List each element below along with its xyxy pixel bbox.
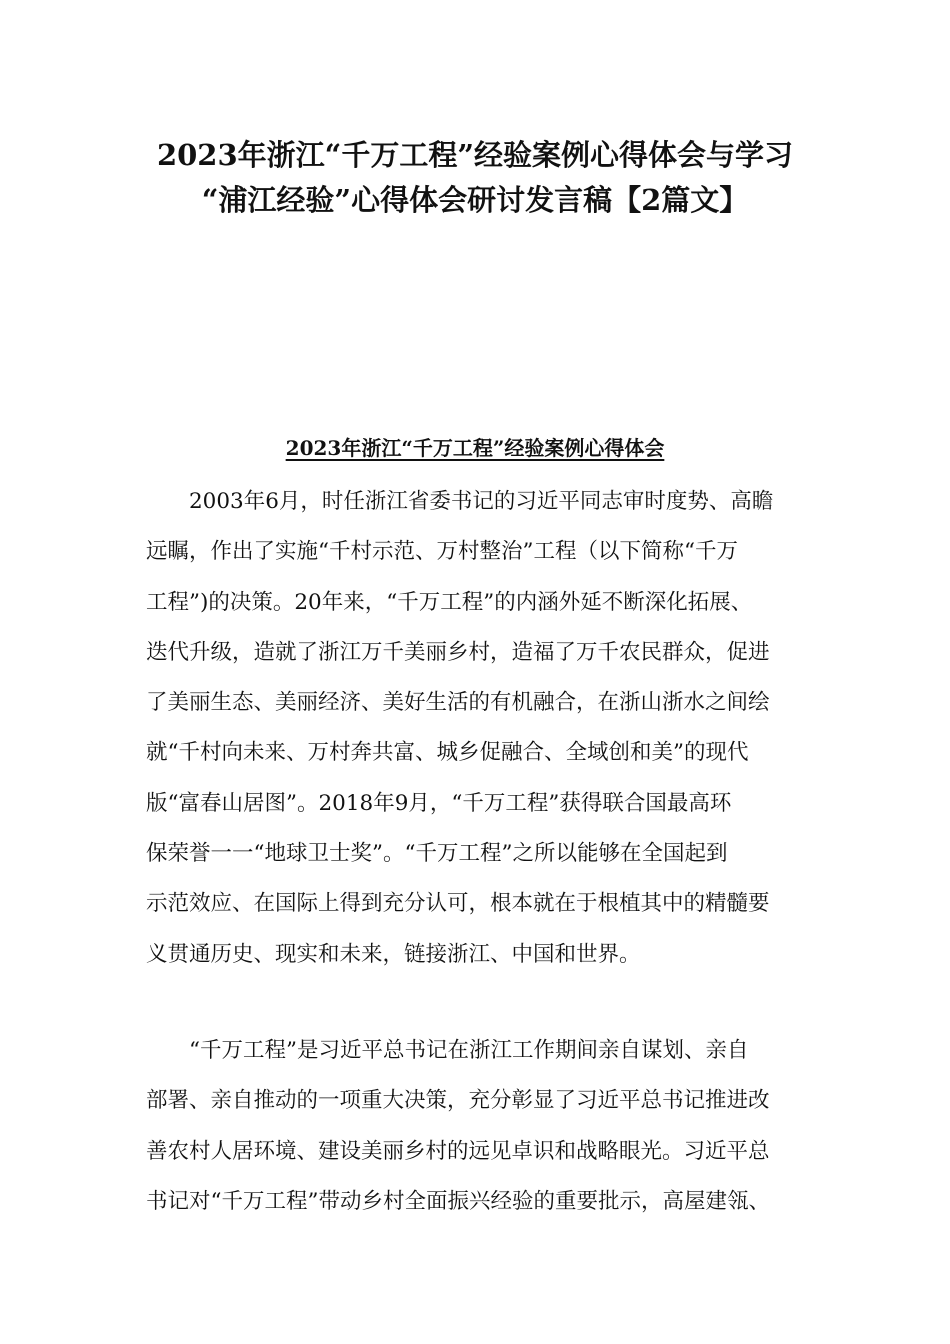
document-title-line-1: 2023年浙江“千万工程”经验案例心得体会与学习 <box>156 138 794 172</box>
document-title <box>100 133 850 223</box>
paragraph-line: 书记对“千万工程”带动乡村全面振兴经验的重要批示，高屋建瓴、 <box>146 1188 770 1214</box>
paragraph-line: “千万工程”是习近平总书记在浙江工作期间亲自谋划、亲自 <box>189 1038 749 1063</box>
paragraph-line: 保荣誉一一“地球卫士奖”。“千万工程”之所以能够在全国起到 <box>146 841 728 867</box>
paragraph-line: 工程”)的决策。20年来，“千万工程”的内涵外延不断深化拓展、 <box>146 589 753 615</box>
paragraph-line: 示范效应、在国际上得到充分认可，根本就在于根植其中的精髓要 <box>146 891 770 917</box>
paragraph-line: 迭代升级，造就了浙江万千美丽乡村，造福了万千农民群众，促进 <box>146 639 770 665</box>
paragraph-line: 就“千村向未来、万村奔共富、城乡促融合、全域创和美”的现代 <box>146 740 749 766</box>
paragraph-line: 了美丽生态、美丽经济、美好生活的有机融合，在浙山浙水之间绘 <box>146 690 770 716</box>
section-heading: 2023年浙江“千万工程”经验案例心得体会 <box>285 436 665 460</box>
paragraph-line: 善农村人居环境、建设美丽乡村的远见卓识和战略眼光。习近平总 <box>146 1138 770 1164</box>
paragraph-2 <box>146 1026 821 1227</box>
paragraph-line: 2003年6月，时任浙江省委书记的习近平同志审时度势、高瞻 <box>189 489 774 514</box>
paragraph-line: 部署、亲自推动的一项重大决策，充分彰显了习近平总书记推进改 <box>146 1088 770 1114</box>
paragraph-line: 版“富春山居图”。2018年9月，“千万工程”获得联合国最高环 <box>146 790 732 816</box>
document-title-line-2: “浦江经验”心得体会研讨发言稿【2篇文】 <box>201 183 749 217</box>
paragraph-1 <box>146 477 821 980</box>
paragraph-line: 义贯通历史、现实和未来，链接浙江、中国和世界。 <box>146 941 641 967</box>
paragraph-line: 远瞩，作出了实施“千村示范、万村整治”工程（以下简称“千万 <box>146 539 738 565</box>
